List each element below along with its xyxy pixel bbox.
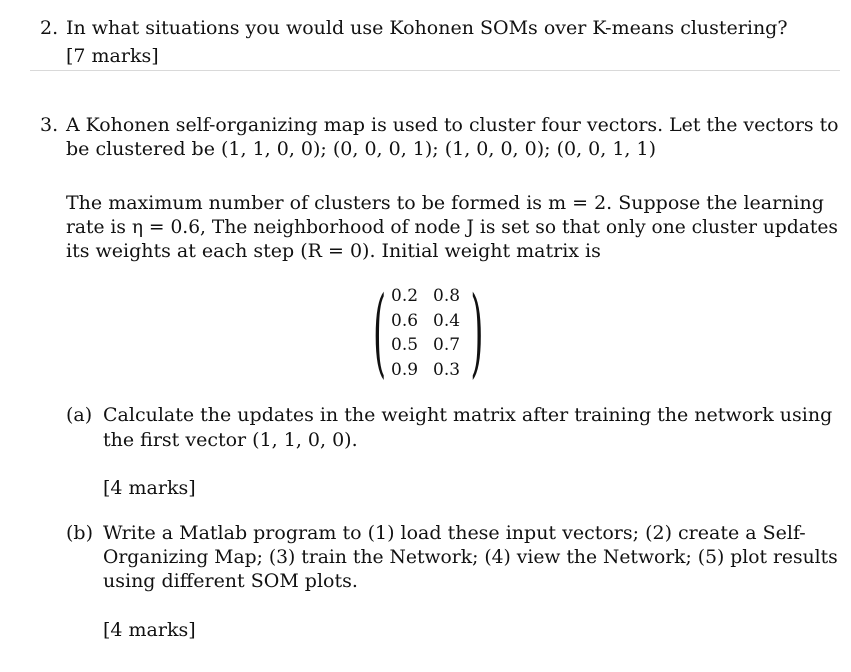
matrix-cell: 0.3 <box>433 359 461 380</box>
matrix-right-paren: ) <box>469 276 483 388</box>
q2-marks: [7 marks] <box>66 45 159 67</box>
q2-text: In what situations you would use Kohonen SOMs over K-means clustering? <box>66 17 788 39</box>
part-b-line3: using different SOM plots. <box>103 570 358 592</box>
matrix-grid <box>391 284 473 382</box>
q3-number: 3. <box>40 114 59 136</box>
matrix-cell: 0.9 <box>391 359 419 380</box>
part-b-line2: Organizing Map; (3) train the Network; (4) view the Network; (5) plot results <box>103 546 838 568</box>
matrix-cell: 0.5 <box>391 335 419 355</box>
part-a-line1: Calculate the updates in the weight matrix after training the network using <box>103 404 833 426</box>
q2-number: 2. <box>40 17 59 39</box>
matrix-left-paren: ( <box>373 276 387 388</box>
q3-line1: A Kohonen self-organizing map is used to cluster four vectors. Let the vectors to <box>66 114 839 136</box>
part-a-label: (a) <box>66 404 93 426</box>
part-b-line1: Write a Matlab program to (1) load these input vectors; (2) create a Self- <box>103 522 806 544</box>
part-a-marks: [4 marks] <box>103 477 196 499</box>
matrix-cell: 0.4 <box>433 310 461 331</box>
matrix-cell: 0.2 <box>391 286 419 306</box>
section-divider <box>30 70 840 71</box>
part-b-label: (b) <box>66 522 93 544</box>
matrix-cell: 0.6 <box>391 310 419 331</box>
matrix-cell: 0.7 <box>433 335 461 355</box>
q3-para-line3: its weights at each step (R = 0). Initial weight matrix is <box>66 240 601 262</box>
weight-matrix <box>373 276 483 388</box>
q3-para-line2: rate is η = 0.6, The neighborhood of node J is set so that only one cluster updates <box>66 216 838 238</box>
q3-line2: be clustered be (1, 1, 0, 0); (0, 0, 0, 1); (1, 0, 0, 0); (0, 0, 1, 1) <box>66 138 656 160</box>
q3-para-line1: The maximum number of clusters to be formed is m = 2. Suppose the learning <box>66 192 824 214</box>
part-a-line2: the first vector (1, 1, 0, 0). <box>103 429 358 451</box>
matrix-cell: 0.8 <box>433 286 461 306</box>
part-b-marks: [4 marks] <box>103 619 196 641</box>
